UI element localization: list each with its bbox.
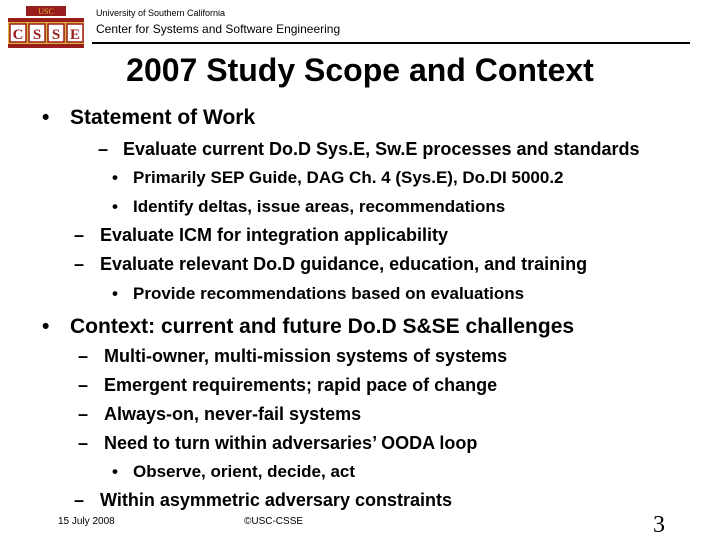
dash-ctx-3: – (78, 404, 89, 424)
sow-item-3: Evaluate relevant Do.D guidance, education, and training (100, 254, 588, 274)
sow-item-2: Evaluate ICM for integration applicability (100, 225, 449, 245)
dash-sow-3: – (74, 254, 85, 274)
context-item-3: Always-on, never-fail systems (104, 404, 362, 424)
dash-ctx-1: – (78, 346, 89, 366)
logo-letter-e: E (69, 27, 81, 43)
sow-subitem-1b: Identify deltas, issue areas, recommendations (133, 197, 506, 216)
dash-ctx-2: – (78, 375, 89, 395)
dash-sow-1: – (98, 139, 109, 159)
footer-date: 15 July 2008 (58, 516, 115, 527)
bullet-sow-1a: • (112, 168, 118, 187)
context-item-4: Need to turn within adversaries’ OODA loop (104, 433, 478, 453)
slide-title: 2007 Study Scope and Context (126, 52, 594, 88)
bullet-ctx-4a: • (112, 462, 118, 481)
logo-letter-s2: S (51, 27, 61, 43)
bullet-sow: • (42, 106, 50, 129)
sow-subitem-3a: Provide recommendations based on evaluations (133, 284, 525, 303)
dash-sow-2: – (74, 225, 85, 245)
header-rule (92, 42, 690, 44)
context-item-5: Within asymmetric adversary constraints (100, 490, 452, 510)
csse-logo (6, 4, 86, 50)
footer-copyright: ©USC-CSSE (244, 516, 304, 527)
bullet-context: • (42, 315, 50, 338)
sow-item-1: Evaluate current Do.D Sys.E, Sw.E processes and standards (123, 139, 640, 159)
context-subitem-4a: Observe, orient, decide, act (133, 462, 356, 481)
sow-subitem-1a: Primarily SEP Guide, DAG Ch. 4 (Sys.E), Do.DI 5000.2 (133, 168, 564, 187)
bullet-sow-1b: • (112, 197, 118, 216)
logo-badge-text: USC (38, 7, 54, 16)
context-item-1: Multi-owner, multi-mission systems of systems (104, 346, 508, 366)
university-name: University of Southern California (96, 8, 226, 18)
center-name: Center for Systems and Software Engineering (96, 22, 341, 36)
bullet-sow-3a: • (112, 284, 118, 303)
dash-ctx-5: – (74, 490, 85, 510)
dash-ctx-4: – (78, 433, 89, 453)
page-number: 3 (653, 512, 665, 538)
logo-letter-c: C (12, 27, 24, 43)
context-item-2: Emergent requirements; rapid pace of change (104, 375, 498, 395)
context-heading: Context: current and future Do.D S&SE challenges (70, 315, 575, 338)
sow-heading: Statement of Work (70, 106, 256, 129)
logo-letter-s1: S (32, 27, 42, 43)
